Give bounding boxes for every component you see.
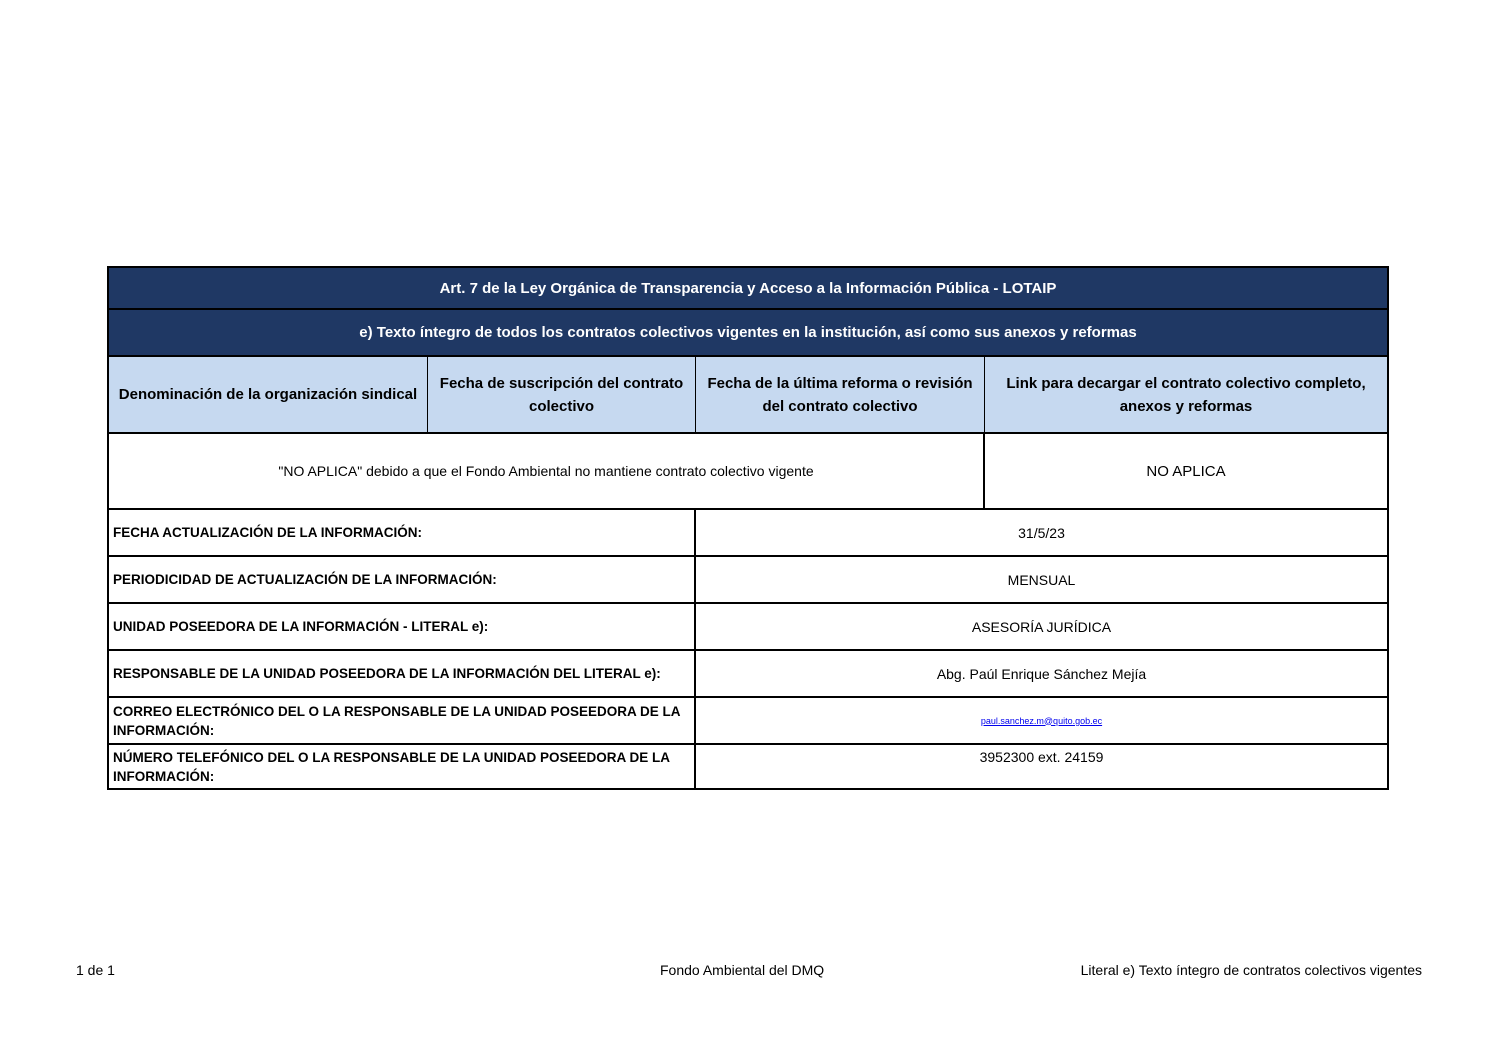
info-label: PERIODICIDAD DE ACTUALIZACIÓN DE LA INFORMACIÓN: bbox=[109, 557, 696, 602]
table-title: Art. 7 de la Ley Orgánica de Transparencia y Acceso a la Información Pública - LOTAIP bbox=[107, 266, 1389, 308]
footer-sheet-name: Literal e) Texto íntegro de contratos colectivos vigentes bbox=[1080, 962, 1422, 978]
column-header-fecha-reforma: Fecha de la última reforma o revisión del contrato colectivo bbox=[696, 357, 985, 432]
info-label: UNIDAD POSEEDORA DE LA INFORMACIÓN - LITERAL e): bbox=[109, 604, 696, 649]
info-label: FECHA ACTUALIZACIÓN DE LA INFORMACIÓN: bbox=[109, 510, 696, 555]
info-row-telefono bbox=[107, 743, 1389, 790]
column-header-organizacion: Denominación de la organización sindical bbox=[109, 357, 428, 432]
page-number: 1 de 1 bbox=[76, 962, 115, 978]
info-value bbox=[696, 698, 1387, 743]
info-value: ASESORÍA JURÍDICA bbox=[971, 618, 1112, 635]
info-label: NÚMERO TELEFÓNICO DEL O LA RESPONSABLE DE LA UNIDAD POSEEDORA DE LA INFORMACIÓN: bbox=[109, 745, 696, 788]
info-label: RESPONSABLE DE LA UNIDAD POSEEDORA DE LA INFORMACIÓN DEL LITERAL e): bbox=[109, 651, 696, 696]
transparency-table bbox=[107, 266, 1389, 790]
column-header-row bbox=[107, 355, 1389, 432]
info-row-periodicidad bbox=[107, 555, 1389, 602]
info-row-fecha bbox=[107, 508, 1389, 555]
email-link[interactable]: paul.sanchez.m@quito.gob.ec bbox=[980, 715, 1103, 726]
info-row-responsable bbox=[107, 649, 1389, 696]
info-value: 31/5/23 bbox=[1018, 524, 1065, 541]
column-header-fecha-suscripcion: Fecha de suscripción del contrato colectivo bbox=[428, 357, 696, 432]
no-aplica-notice: "NO APLICA" debido a que el Fondo Ambiental no mantiene contrato colectivo vigente bbox=[109, 434, 985, 508]
link-cell: NO APLICA bbox=[1146, 462, 1226, 480]
footer-entity: Fondo Ambiental del DMQ bbox=[660, 962, 825, 978]
info-value: 3952300 ext. 24159 bbox=[979, 749, 1104, 765]
info-row-unidad bbox=[107, 602, 1389, 649]
info-value: MENSUAL bbox=[1007, 571, 1076, 588]
info-label: CORREO ELECTRÓNICO DEL O LA RESPONSABLE DE LA UNIDAD POSEEDORA DE LA INFORMACIÓN: bbox=[109, 698, 696, 743]
table-subtitle: e) Texto íntegro de todos los contratos colectivos vigentes en la institución, así como sus anexos y reformas bbox=[107, 308, 1389, 355]
info-row-correo bbox=[107, 696, 1389, 743]
column-header-link: Link para decargar el contrato colectivo completo, anexos y reformas bbox=[1006, 374, 1366, 415]
table-row bbox=[107, 432, 1389, 508]
info-value: Abg. Paúl Enrique Sánchez Mejía bbox=[936, 665, 1147, 682]
